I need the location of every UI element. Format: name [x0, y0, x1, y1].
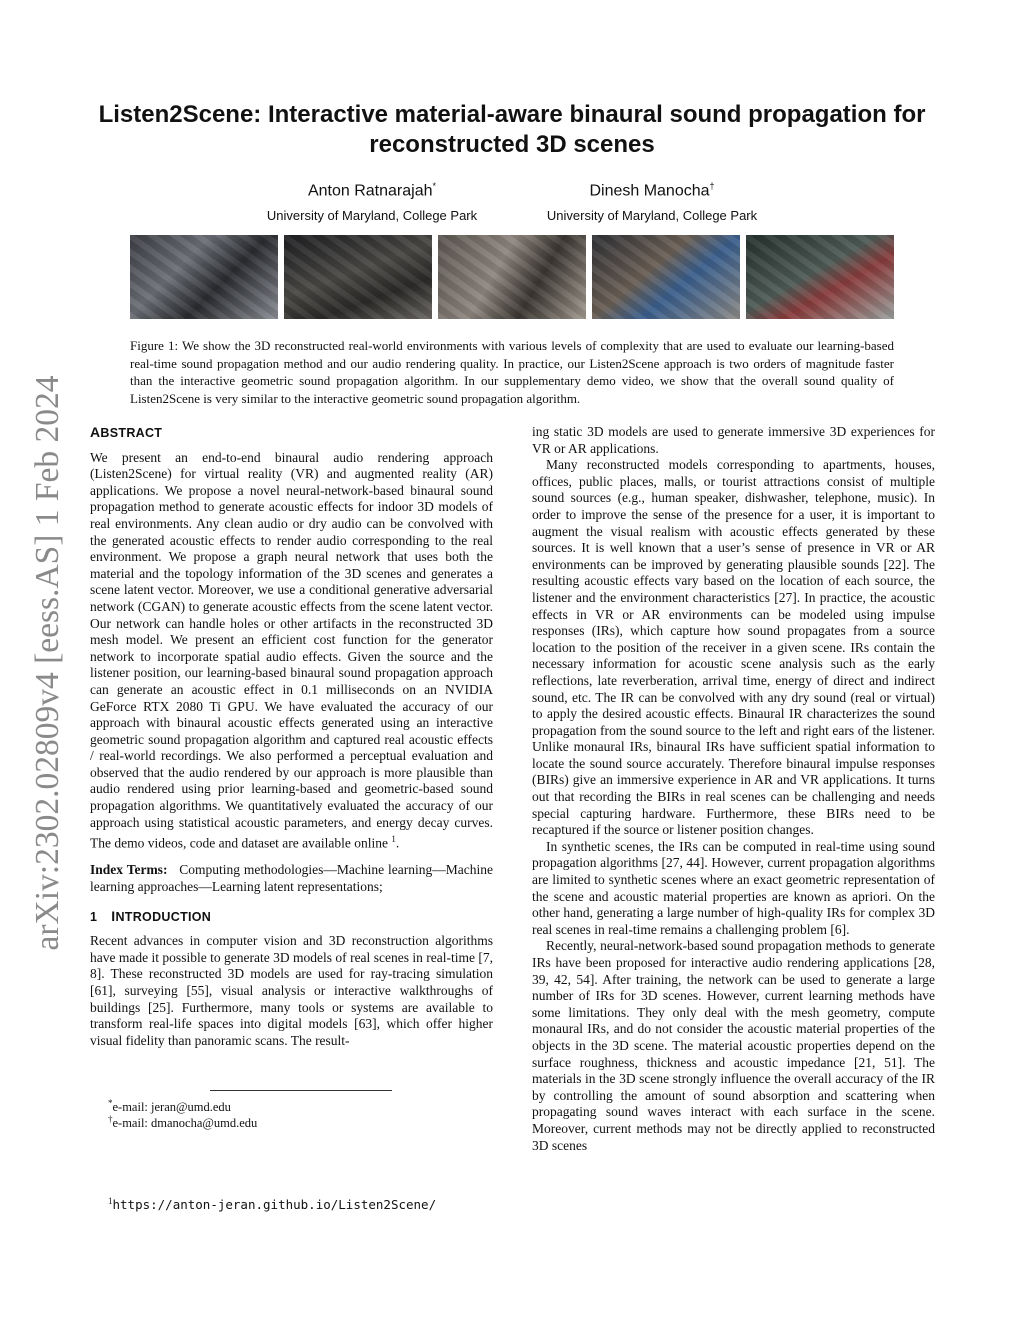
author-affiliation: University of Maryland, College Park — [266, 208, 478, 224]
arxiv-identifier: arXiv:2302.02809v4 [eess.AS] 1 Feb 2024 — [29, 375, 66, 951]
abstract-heading: ABSTRACT — [90, 424, 163, 440]
author-name: Anton Ratnarajah — [307, 182, 433, 200]
author-block-1 — [212, 176, 532, 225]
project-link[interactable]: https://anton-jeran.github.io/Listen2Scene/ — [112, 1197, 437, 1213]
author-mark: * — [432, 181, 437, 191]
introduction-text: Recent advances in computer vision and 3D reconstruction algorithms have made it possible to generate 3D models of real scenes in real-time [7, 8]. These reconstructed 3D models are used for ray-tracing simulation [61], surveying [55], visual analysis or interactive walkthroughs of buildings [25]. Furthermore, many tools or systems are available to transform real-life spaces into digital models [63], which offer higher visual fidelity than panoramic scans. The result- — [90, 933, 493, 1048]
footnote-ref[interactable]: 1 — [391, 834, 396, 845]
introduction-heading: 1 INTRODUCTION — [90, 907, 212, 924]
footnote-url: $^1$https://anton-jeran.github.io/Listen2Scene/ — [108, 1196, 437, 1213]
arxiv-stamp — [18, 352, 78, 974]
author-mark: † — [709, 181, 715, 191]
figure-1-caption: Figure 1: We show the 3D reconstructed real-world environments with various levels of complexity that are used to evaluate our learning-based real-time sound propagation method and our audio rendering quality. In practice, our Listen2Scene approach is two orders of magnitude faster than the interactive geometric sound propagation algorithm. In our supplementary demo video, we show that the overall sound quality of Listen2Scene is very similar to the interactive geometric sound propagation algorithm. — [130, 338, 894, 406]
paragraph: ing static 3D models are used to generate immersive 3D experiences for VR or AR applications. — [532, 424, 935, 456]
footnote-email-2: †e-mail: dmanocha@umd.edu — [108, 1114, 258, 1131]
paragraph: Recently, neural-network-based sound propagation methods to generate IRs have been proposed for interactive audio rendering applications [28, 39, 42, 54]. After training, the network can be used to generate a large number of IRs for 3D scenes. However, current learning methods have some limitations. They only deal with the mesh geometry, compute monaural IRs, and do not consider the acoustic material properties of the objects in the 3D scene. The material acoustic properties depend on the surface roughness, thickness and acoustic impedance [21, 51]. The materials in the 3D scene strongly influence the overall accuracy of the IR by controlling the amount of sound absorption and scattering when propagating sound waves interact with each surface in the scene. Moreover, current methods may not be directly applied to reconstructed 3D scenes — [532, 938, 935, 1153]
left-column — [90, 424, 493, 1049]
scene-image-4 — [592, 235, 740, 319]
right-column — [532, 424, 935, 1154]
abstract-text: We present an end-to-end binaural audio rendering approach (Listen2Scene) for virtual reality (VR) and augmented reality (AR) applications. We propose a novel neural-network-based binaural sound propagation method to generate acoustic effects for indoor 3D models of real environments. Any clean audio or dry audio can be convolved with the generated acoustic effects to render audio corresponding to the real environment. We propose a graph neural network that uses both the material and the topology information of the 3D scenes and generates a scene latent vector. Moreover, we use a conditional generative adversarial network (CGAN) to generate acoustic effects from the scene latent vector. Our network can handle holes or other artifacts in the reconstructed 3D mesh model. We present an efficient cost function for the generator network to incorporate spatial audio effects. Given the source and the listener position, our learning-based binaural sound propagation approach can generate an acoustic effect in 0.1 milliseconds on an NVIDIA GeForce RTX 2080 Ti GPU. We have evaluated the accuracy of our approach with binaural acoustic effects generated using an interactive geometric sound propagation algorithm and captured real acoustic effects / real-world recordings. We also performed a perceptual evaluation and observed that the audio rendered by our approach is more plausible than audio rendered using prior learning-based and geometric-based sound propagation algorithms. We quantitatively evaluated the accuracy of our approach using statistical acoustic parameters, and energy decay curves. The demo videos, code and dataset are available online $^1$. — [90, 449, 493, 851]
figure-1-images — [130, 235, 894, 319]
scene-image-1 — [130, 235, 278, 319]
scene-image-3 — [438, 235, 586, 319]
author-block-2 — [492, 176, 812, 225]
scene-image-2 — [284, 235, 432, 319]
footnote-email-1: *e-mail: jeran@umd.edu — [108, 1098, 231, 1115]
paper-title: Listen2Scene: Interactive material-aware binaural sound propagation for reconstructed 3D scenes — [98, 101, 926, 158]
footnote-divider — [210, 1090, 392, 1091]
paragraph: In synthetic scenes, the IRs can be computed in real-time using sound propagation algorithms [27, 44]. However, current propagation algorithms are limited to synthetic scenes where an exact geometric representation of the scene and acoustic material properties are known as apriori. On the other hand, generating a large number of high-quality IRs for complex 3D real scenes in real-time remains a challenging problem [6]. — [532, 838, 935, 937]
author-name: Dinesh Manocha — [589, 182, 710, 200]
index-terms: Index Terms: Computing methodologies—Machine learning—Machine learning approaches—Learning latent representations; — [90, 862, 493, 894]
scene-image-5 — [746, 235, 894, 319]
paragraph: Many reconstructed models corresponding to apartments, houses, offices, public places, malls, or tourist attractions consist of multiple sound sources (e.g., human speaker, dishwasher, telephone, music). In order to improve the sense of the presence for a user, it is important to augment the visual realism with acoustic effects generated by these sources. It is well known that a user’s sense of presence in VR or AR environments can be improved by generating plausible sounds [22]. The resulting acoustic effects vary based on the location of each source, the listener and the environment characteristics [27]. In practice, the acoustic effects in VR or AR environments can be modeled using impulse responses (IRs), which capture how sound propagates from a source location to the position of the receiver in a given scene. IRs contain the necessary information for acoustic scene analysis such as the early reflections, late reverberation, arrival time, energy of direct and indirect sound, etc. The IR can be convolved with any dry sound (real or virtual) to apply the desired acoustic effects. Binaural IR characterizes the sound propagation from the sound source to the left and right ears of the listener. Unlike monaural IRs, binaural IRs have sufficient spatial information to locate the sound source accurately. Therefore binaural impulse responses (BIRs) give an immersive experience in AR and VR applications. It turns out that recording the BIRs in real scenes can be challenging and needs special capturing hardware. Furthermore, these BIRs need to be recaptured if the source or listener position changes. — [532, 457, 935, 838]
author-affiliation: University of Maryland, College Park — [546, 208, 758, 224]
